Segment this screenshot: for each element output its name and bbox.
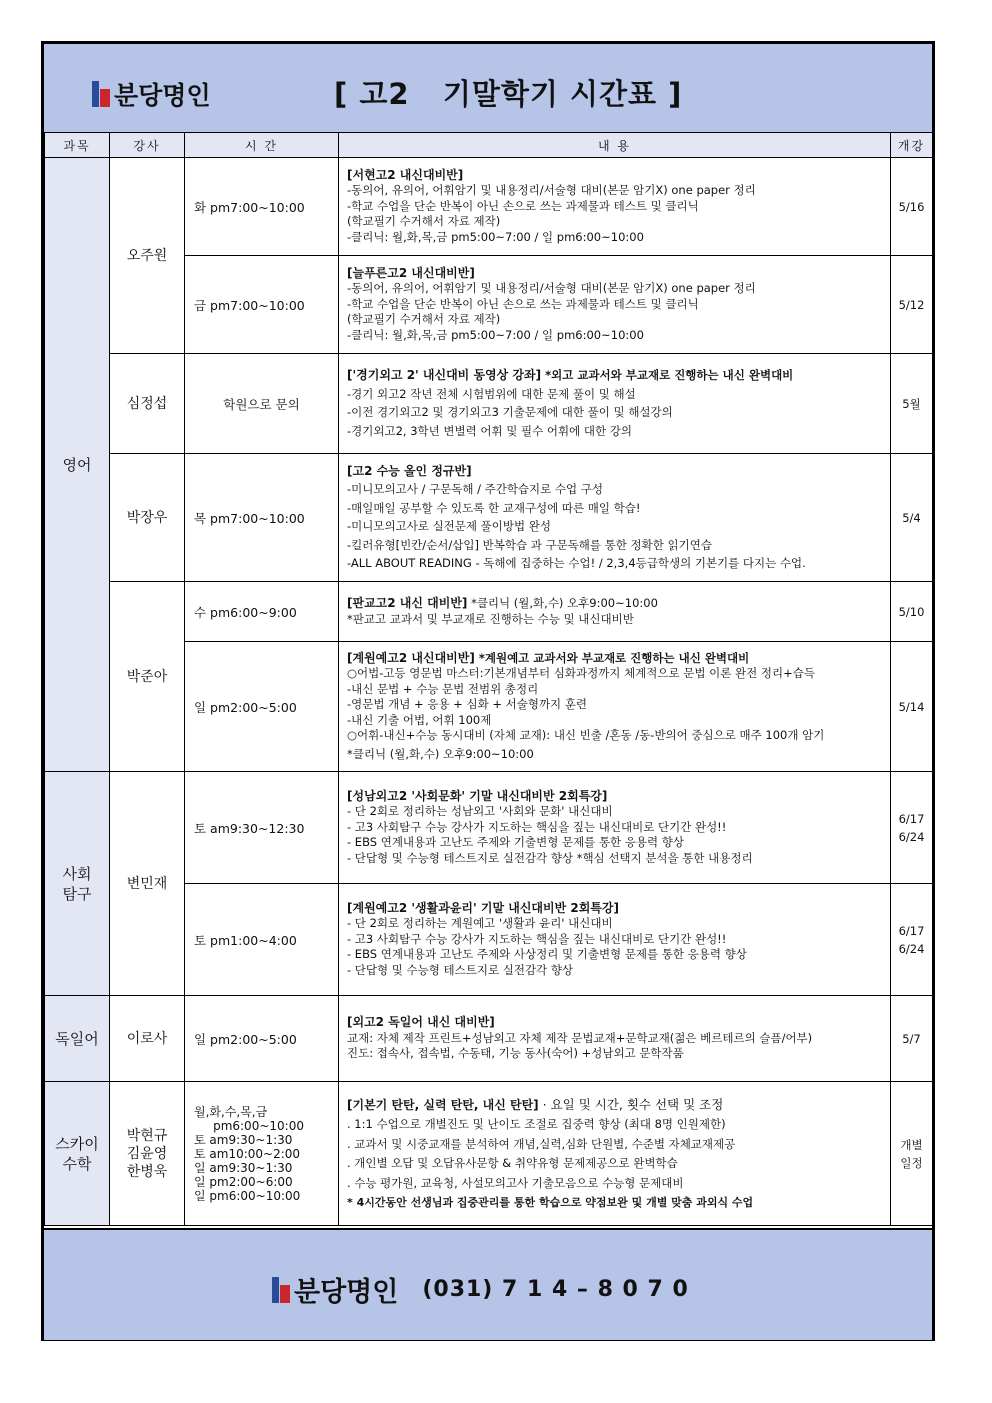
col-open: 개강	[891, 133, 933, 158]
content-heading: [성남외고2 '사회문화' 기말 내신대비반 2회특강]	[347, 788, 608, 803]
content-line: -내신 기출 어법, 어휘 100제	[347, 712, 492, 727]
table-row	[45, 454, 933, 582]
content-line: 진도: 접속사, 접속법, 수동태, 기능 동사(숙어) +성남외고 문학작품	[347, 1046, 684, 1061]
content-line: *클리닉 (월,화,수) 오후9:00~10:00	[347, 746, 534, 761]
footer-contact	[272, 1270, 689, 1309]
table-row	[45, 772, 933, 884]
open-date: 개별	[900, 1137, 923, 1152]
time-cell	[185, 1082, 339, 1226]
teacher-cell: 심정섭	[110, 354, 185, 454]
time-cell: 토 am9:30~12:30	[185, 772, 339, 884]
content-line: - EBS 연계내용과 고난도 주제와 기출변형 문제를 통한 응용력 향상	[347, 835, 685, 850]
time-cell: 수 pm6:00~9:00	[185, 582, 339, 642]
time-cell: 금 pm7:00~10:00	[185, 256, 339, 354]
open-date-cell: 5/4	[891, 454, 933, 582]
time-line: 일 pm6:00~10:00	[194, 1188, 301, 1203]
content-line: *판교고 교과서 및 부교재로 진행하는 수능 및 내신대비반	[347, 611, 634, 626]
content-line: -ALL ABOUT READING - 독해에 집중하는 수업! / 2,3,4등급학생의 기본기를 다지는 수업.	[347, 556, 806, 570]
brand-logo-icon	[92, 81, 110, 107]
content-line: - 고3 사회탐구 수능 강사가 지도하는 핵심을 짚는 내신대비로 단기간 완성!!	[347, 931, 727, 946]
content-heading: [서현고2 내신대비반]	[347, 167, 464, 182]
open-date-cell	[891, 772, 933, 884]
content-line: - 단 2회로 정리하는 계원예고 '생활과 윤리' 내신대비	[347, 916, 613, 931]
brand-logo	[92, 76, 211, 112]
content-line: -클리닉: 월,화,목,금 pm5:00~7:00 / 일 pm6:00~10:00	[347, 327, 644, 342]
open-date: 6/17	[898, 811, 925, 826]
content-line: ○어휘-내신+수능 동시대비 (자체 교재): 내신 빈출 /혼동 /동-반의어 중심으로 매주 100개 암기	[347, 728, 825, 743]
open-date-cell	[891, 1082, 933, 1226]
teacher-cell: 오주원	[110, 158, 185, 354]
open-date: 6/17	[898, 923, 925, 938]
table-header-row	[45, 133, 933, 158]
time-line: 월,화,수,목,금	[194, 1104, 268, 1119]
table-row	[45, 582, 933, 642]
content-line: . 개인별 오답 및 오답유사문항 & 취약유형 문제제공으로 완벽학습	[347, 1156, 678, 1170]
open-date: 6/24	[898, 941, 925, 956]
content-line: -내신 문법 + 수능 문법 전범위 총정리	[347, 681, 539, 696]
footer-brand-name: 분당명인	[294, 1277, 399, 1308]
schedule-table	[44, 132, 933, 1226]
content-note: · 요일 및 시간, 횟수 선택 및 조정	[538, 1096, 724, 1112]
content-line: . 교과서 및 시중교재를 분석하여 개념,실력,심화 단원별, 수준별 자체교재제공	[347, 1136, 736, 1151]
content-cell	[339, 158, 891, 256]
content-cell	[339, 772, 891, 884]
open-date-cell	[891, 884, 933, 996]
content-line: -학교 수업을 단순 반복이 아닌 손으로 쓰는 과제물과 테스트 및 클리닉	[347, 198, 699, 213]
subject-cell: 영어	[45, 158, 110, 772]
subject-cell	[45, 772, 110, 996]
content-line: -클리닉: 월,화,목,금 pm5:00~7:00 / 일 pm6:00~10:00	[347, 229, 644, 244]
time-cell: 일 pm2:00~5:00	[185, 996, 339, 1082]
time-line: 일 pm2:00~6:00	[194, 1174, 293, 1189]
content-line: (학교필기 수거해서 자료 제작)	[347, 214, 501, 229]
content-heading: [판교고2 내신 대비반]	[347, 596, 468, 610]
content-line: -영문법 개념 + 응용 + 심화 + 서술형까지 훈련	[347, 697, 588, 712]
content-note: *계원예고 교과서와 부교재로 진행하는 내신 완벽대비	[474, 650, 750, 665]
teacher-name: 박현규	[126, 1127, 168, 1144]
content-line: -경기 외고2 작년 전체 시험범위에 대한 문제 풀이 및 해설	[347, 386, 636, 401]
subject-line: 수학	[62, 1154, 92, 1173]
teacher-cell	[110, 1082, 185, 1226]
teacher-cell: 박준아	[110, 582, 185, 772]
teacher-name: 김윤영	[126, 1145, 168, 1162]
brand-logo-icon	[272, 1277, 290, 1303]
content-cell	[339, 354, 891, 454]
subject-line: 사회	[62, 864, 92, 883]
content-cell	[339, 454, 891, 582]
content-line: -동의어, 유의어, 어휘암기 및 내용정리/서술형 대비(본문 암기X) one paper 정리	[347, 281, 756, 296]
subject-line: 스카이	[55, 1134, 99, 1153]
content-cell	[339, 642, 891, 772]
table-row	[45, 158, 933, 256]
phone-number: (031) 7 1 4 – 8 0 7 0	[422, 1277, 689, 1302]
col-time: 시 간	[185, 133, 339, 158]
content-line: - 단답형 및 수능형 테스트지로 실전감각 향상	[347, 962, 574, 977]
content-line: -미니모의고사로 실전문제 풀이방법 완성	[347, 519, 551, 533]
content-note: *외고 교과서와 부교재로 진행하는 내신 완벽대비	[541, 368, 794, 382]
content-line: -이전 경기외고2 및 경기외고3 기출문제에 대한 풀이 및 해설강의	[347, 405, 673, 419]
time-cell: 일 pm2:00~5:00	[185, 642, 339, 772]
time-cell: 학원으로 문의	[185, 354, 339, 454]
content-heading: [고2 수능 올인 정규반]	[347, 463, 472, 478]
open-date-cell: 5월	[891, 354, 933, 454]
col-content: 내 용	[339, 133, 891, 158]
content-heading: [기본기 탄탄, 실력 탄탄, 내신 탄탄]	[347, 1097, 539, 1112]
teacher-cell: 변민재	[110, 772, 185, 996]
content-heading: [늘푸른고2 내신대비반]	[347, 265, 475, 280]
content-heading: [계원예고2 '생활과윤리' 기말 내신대비반 2회특강]	[347, 900, 619, 915]
content-line: -동의어, 유의어, 어휘암기 및 내용정리/서술형 대비(본문 암기X) one paper 정리	[347, 183, 756, 198]
time-line: pm6:00~10:00	[194, 1118, 304, 1133]
open-date: 일정	[900, 1155, 923, 1170]
content-line: ○어법-고등 영문법 마스터:기본개념부터 심화과정까지 체계적으로 문법 이론 완전 정리+습득	[347, 666, 815, 681]
brand-name: 분당명인	[114, 81, 211, 110]
page-title: [ 고2 기말학기 시간표 ]	[334, 77, 683, 111]
header-banner	[44, 44, 932, 134]
content-cell	[339, 884, 891, 996]
subject-cell: 독일어	[45, 996, 110, 1082]
subject-line: 탐구	[62, 884, 92, 903]
content-heading: [외고2 독일어 내신 대비반]	[347, 1015, 495, 1030]
timetable-frame	[41, 41, 935, 1341]
open-date-cell: 5/12	[891, 256, 933, 354]
time-line: 토 am10:00~2:00	[194, 1146, 301, 1161]
content-line: - 단답형 및 수능형 테스트지로 실전감각 향상 *핵심 선택지 분석을 통한 내용정리	[347, 850, 753, 865]
content-line: . 수능 평가원, 교육청, 사설모의고사 기출모음으로 수능형 문제대비	[347, 1175, 684, 1190]
open-date-cell: 5/7	[891, 996, 933, 1082]
subject-cell	[45, 1082, 110, 1226]
time-cell: 화 pm7:00~10:00	[185, 158, 339, 256]
content-line: * 4시간동안 선생님과 집중관리를 통한 학습으로 약점보완 및 개별 맞춤 과외식 수업	[347, 1196, 754, 1209]
content-line: -미니모의고사 / 구문독해 / 주간학습지로 수업 구성	[347, 482, 604, 496]
content-line: . 1:1 수업으로 개별진도 및 난이도 조절로 집중력 향상 (최대 8명 인원제한)	[347, 1117, 726, 1131]
content-heading: ['경기외고 2' 내신대비 동영상 강좌]	[347, 368, 542, 382]
teacher-cell: 이로사	[110, 996, 185, 1082]
content-line: - 단 2회로 정리하는 성남외고 '사회와 문화' 내신대비	[347, 804, 613, 819]
content-line: 교재: 자체 제작 프린트+성남외고 자체 제작 문법교재+문학교재(젊은 베르테르의 슬픔/어부)	[347, 1030, 813, 1045]
footer-banner	[44, 1228, 932, 1340]
content-cell	[339, 582, 891, 642]
content-line: -경기외고2, 3학년 변별력 어휘 및 필수 어휘에 대한 강의	[347, 423, 632, 438]
content-cell	[339, 996, 891, 1082]
content-line: -학교 수업을 단순 반복이 아닌 손으로 쓰는 과제물과 테스트 및 클리닉	[347, 296, 699, 311]
open-date-cell: 5/10	[891, 582, 933, 642]
content-line: -킬러유형[빈칸/순서/삽입] 반복학습 과 구문독해를 통한 정확한 읽기연습	[347, 537, 712, 552]
teacher-cell: 박장우	[110, 454, 185, 582]
content-line: (학교필기 수거해서 자료 제작)	[347, 312, 501, 327]
time-cell: 토 pm1:00~4:00	[185, 884, 339, 996]
table-row	[45, 996, 933, 1082]
open-date-cell: 5/14	[891, 642, 933, 772]
content-cell	[339, 1082, 891, 1226]
content-line: -매일매일 공부할 수 있도록 한 교재구성에 따른 매일 학습!	[347, 500, 641, 515]
table-row	[45, 354, 933, 454]
time-cell: 목 pm7:00~10:00	[185, 454, 339, 582]
content-note: *클리닉 (월,화,수) 오후9:00~10:00	[467, 596, 658, 610]
content-cell	[339, 256, 891, 354]
time-line: 토 am9:30~1:30	[194, 1132, 293, 1147]
teacher-name: 한병욱	[126, 1163, 168, 1180]
time-line: 일 am9:30~1:30	[194, 1160, 293, 1175]
content-heading: [계원예고2 내신대비반]	[347, 650, 475, 665]
col-subject: 과목	[45, 133, 110, 158]
open-date: 6/24	[898, 829, 925, 844]
content-line: - EBS 연계내용과 고난도 주제와 사상정리 및 기출변형 문제를 통한 응용력 향상	[347, 947, 747, 962]
open-date-cell: 5/16	[891, 158, 933, 256]
content-line: - 고3 사회탐구 수능 강사가 지도하는 핵심을 짚는 내신대비로 단기간 완성!!	[347, 819, 727, 834]
col-teacher: 강사	[110, 133, 185, 158]
table-row	[45, 1082, 933, 1226]
